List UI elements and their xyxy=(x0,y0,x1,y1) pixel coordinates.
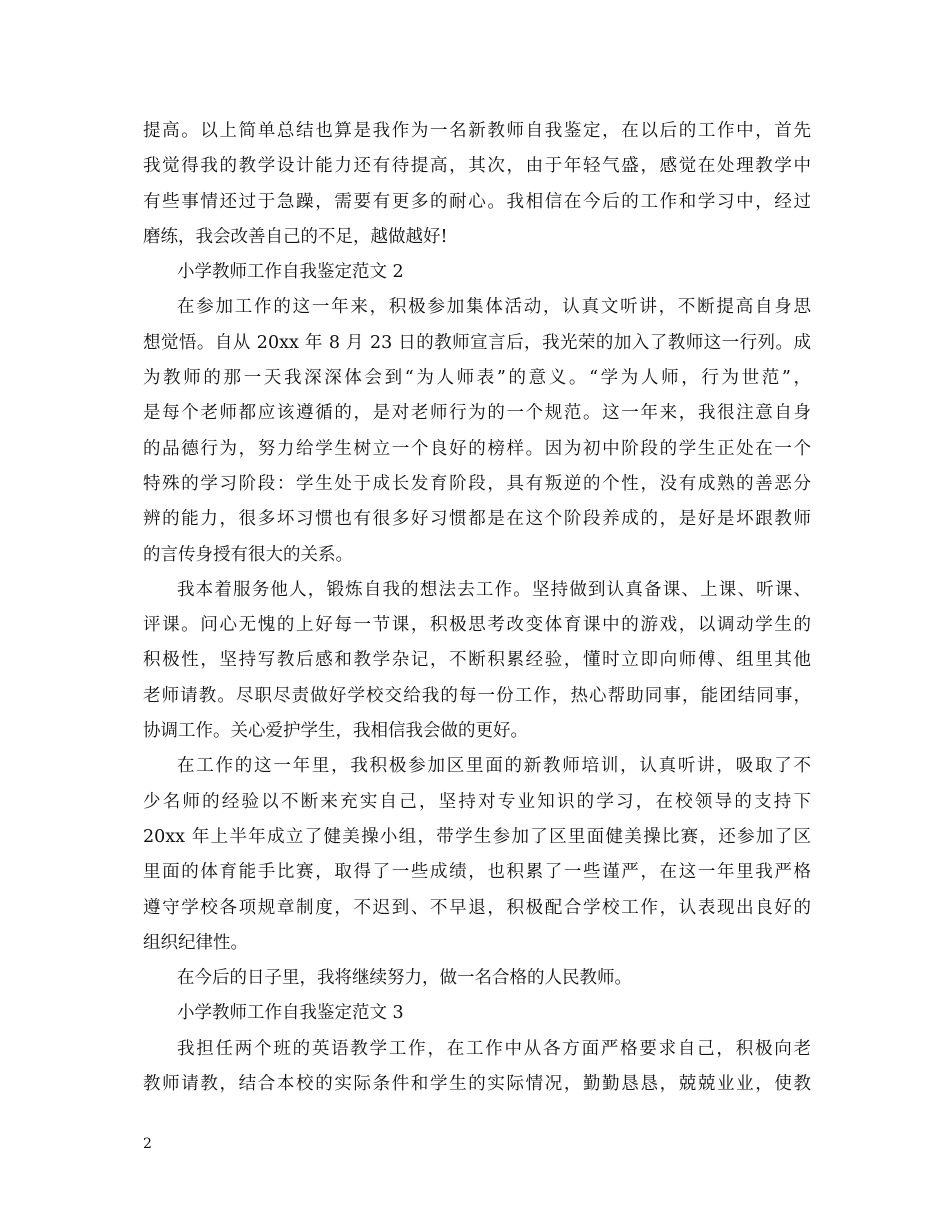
text-line: 教师请教，结合本校的实际条件和学生的实际情况，勤勤恳恳，兢兢业业，使教 xyxy=(143,1074,811,1095)
text-line: 在参加工作的这一年来，积极参加集体活动，认真文听讲，不断提高自身思 xyxy=(177,297,811,318)
text-line: 少名师的经验以不断来充实自己，坚持对专业知识的学习，在校领导的支持下 xyxy=(143,791,811,812)
text-line: 小学教师工作自我鉴定范文 3 xyxy=(177,1003,404,1024)
text-line: 是每个老师都应该遵循的，是对老师行为的一个规范。这一年来，我很注意自身 xyxy=(143,403,811,424)
document-body xyxy=(143,114,811,1102)
page-number: 2 xyxy=(143,1136,152,1152)
text-line: 20xx 年上半年成立了健美操小组，带学生参加了区里面健美操比赛，还参加了区 xyxy=(143,826,811,847)
text-line: 的言传身授有很大的关系。 xyxy=(143,544,353,565)
text-line: 协调工作。关心爱护学生，我相信我会做的更好。 xyxy=(143,721,528,742)
text-line: 为教师的那一天我深深体会到“为人师表”的意义。“学为人师，行为世范”， xyxy=(143,368,811,389)
text-line: 想觉悟。自从 20xx 年 8 月 23 日的教师宣言后，我光荣的加入了教师这一行列。成 xyxy=(143,332,811,353)
text-line: 组织纪律性。 xyxy=(143,932,248,953)
text-line: 磨练，我会改善自己的不足，越做越好! xyxy=(143,226,448,247)
text-line: 我觉得我的教学设计能力还有待提高，其次，由于年轻气盛，感觉在处理教学中 xyxy=(143,156,811,177)
text-line: 遵守学校各项规章制度，不迟到、不早退，积极配合学校工作，认表现出良好的 xyxy=(143,897,811,918)
text-line: 在工作的这一年里，我积极参加区里面的新教师培训，认真听讲，吸取了不 xyxy=(177,756,811,777)
text-line: 积极性，坚持写教后感和教学杂记，不断积累经验，懂时立即向师傅、组里其他 xyxy=(143,650,811,671)
text-line: 老师请教。尽职尽责做好学校交给我的每一份工作，热心帮助同事，能团结同事， xyxy=(143,685,811,706)
text-line: 小学教师工作自我鉴定范文 2 xyxy=(177,262,404,283)
text-line: 辨的能力，很多坏习惯也有很多好习惯都是在这个阶段养成的，是好是坏跟教师 xyxy=(143,509,811,530)
text-line: 有些事情还过于急躁，需要有更多的耐心。我相信在今后的工作和学习中，经过 xyxy=(143,191,811,212)
text-line: 提高。以上简单总结也算是我作为一名新教师自我鉴定，在以后的工作中，首先 xyxy=(143,121,811,141)
text-line: 在今后的日子里，我将继续努力，做一名合格的人民教师。 xyxy=(177,968,632,989)
text-line: 里面的体育能手比赛，取得了一些成绩，也积累了一些谨严，在这一年里我严格 xyxy=(143,862,811,883)
text-line: 的品德行为，努力给学生树立一个良好的榜样。因为初中阶段的学生正处在一个 xyxy=(143,438,811,459)
text-line: 评课。问心无愧的上好每一节课，积极思考改变体育课中的游戏，以调动学生的 xyxy=(143,615,811,636)
text-line: 我担任两个班的英语教学工作，在工作中从各方面严格要求自己，积极向老 xyxy=(177,1038,811,1059)
text-line: 我本着服务他人，锻炼自我的想法去工作。坚持做到认真备课、上课、听课、 xyxy=(177,579,811,600)
text-line: 特殊的学习阶段：学生处于成长发育阶段，具有叛逆的个性，没有成熟的善恶分 xyxy=(143,473,811,494)
